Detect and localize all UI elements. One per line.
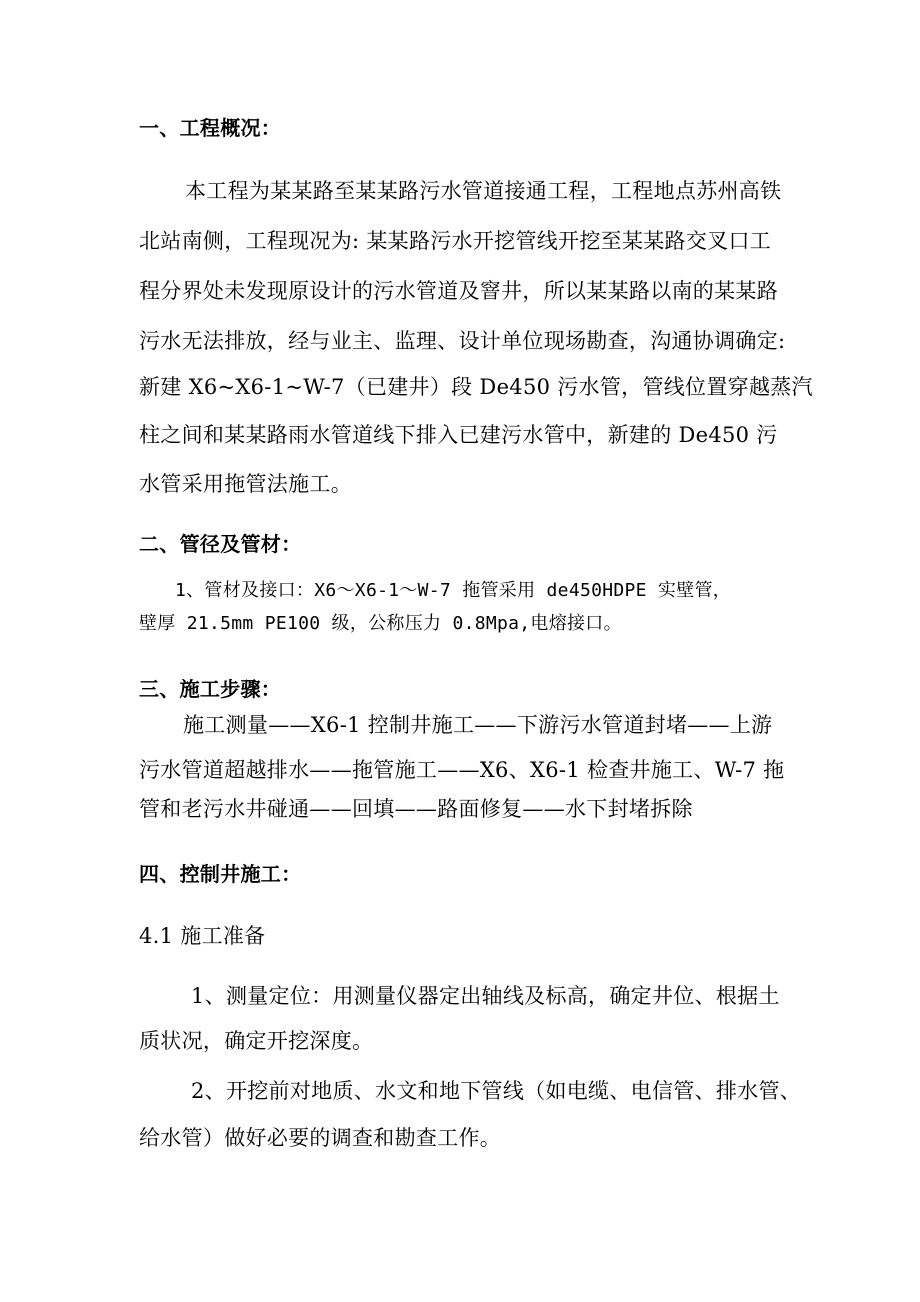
paragraph-line: 污水无法排放，经与业主、监理、设计单位现场勘查，沟通协调确定: — [139, 329, 786, 353]
paragraph-line: 壁厚 21.5mm PE100 级，公称压力 0.8Mpa,电熔接口。 — [139, 613, 622, 634]
paragraph-line: 施工测量——X6-1 控制井施工——下游污水管道封堵——上游 — [183, 713, 773, 737]
paragraph-line: 新建 X6~X6-1~W-7（已建井）段 De450 污水管，管线位置穿越蒸汽 — [139, 375, 813, 399]
paragraph-line: 本工程为某某路至某某路污水管道接通工程，工程地点苏州高铁 — [185, 179, 782, 203]
paragraph-line: 质状况，确定开挖深度。 — [139, 1029, 374, 1053]
paragraph-line: 管和老污水井碰通——回填——路面修复——水下封堵拆除 — [139, 797, 693, 821]
section-2-heading: 二、管径及管材： — [139, 532, 302, 556]
section-1-heading: 一、工程概况： — [139, 116, 282, 140]
section-3-heading: 三、施工步骤： — [139, 677, 282, 701]
paragraph-line: 给水管）做好必要的调查和勘查工作。 — [139, 1126, 502, 1150]
subsection-4-1-heading: 4.1 施工准备 — [139, 924, 266, 948]
paragraph-line: 2、开挖前对地质、水文和地下管线（如电缆、电信管、排水管、 — [191, 1079, 802, 1103]
paragraph-line: 程分界处未发现原设计的污水管道及窨井，所以某某路以南的某某路 — [139, 279, 778, 303]
paragraph-line: 水管采用拖管法施工。 — [139, 472, 352, 496]
paragraph-line: 1、测量定位：用测量仪器定出轴线及标高，确定井位、根据土 — [191, 984, 780, 1008]
paragraph-line: 柱之间和某某路雨水管道线下排入已建污水管中，新建的 De450 污 — [139, 423, 778, 447]
paragraph-line: 污水管道超越排水——拖管施工——X6、X6-1 检查井施工、W-7 拖 — [139, 758, 785, 782]
paragraph-line: 北站南侧，工程现况为: 某某路污水开挖管线开挖至某某路交叉口工 — [139, 229, 772, 253]
section-4-heading: 四、控制井施工： — [139, 862, 302, 886]
paragraph-line: 1、管材及接口：X6～X6-1～W-7 拖管采用 de450HDPE 实壁管， — [175, 580, 732, 601]
